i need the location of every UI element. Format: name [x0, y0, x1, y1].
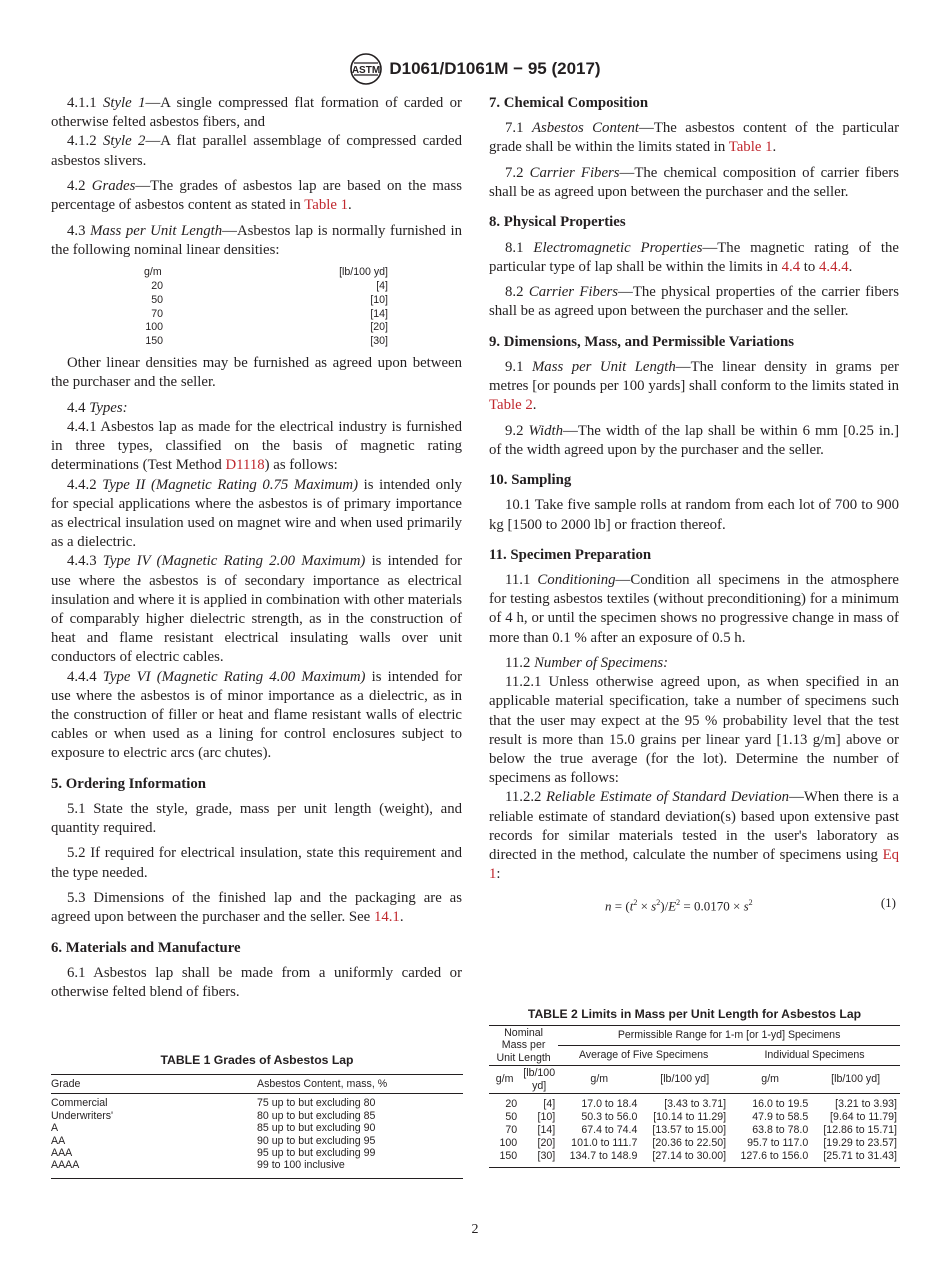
equation-1: [489, 891, 899, 917]
density-row: 150 [30]: [145, 335, 388, 348]
table-row: AAAA 99 to 100 inclusive: [51, 1159, 463, 1178]
table-1-caption: TABLE 1 Grades of Asbestos Lap: [160, 1053, 354, 1067]
document-designation: D1061/D1061M − 95 (2017): [389, 59, 601, 78]
table-2-unit-header: [lb/100 yd]: [811, 1066, 900, 1094]
table-row: 70 [14] 67.4 to 74.4 [13.57 to 15.00] 63.8 to 78.0 [12.86 to 15.71]: [505, 1124, 897, 1137]
para-11-2-2: 11.2.2 Reliable Estimate of Standard Deviation—When there is a reliable estimate of standard deviation(s) based upon extensive past records for similar materials tested in the user's laboratory as directed in the method, calculate the number of specimens using Eq 1:: [489, 789, 899, 883]
para-4-1-2: 4.1.2 Style 2—A flat parallel assemblage of compressed carded asbestos slivers.: [51, 133, 463, 169]
d1118-link[interactable]: D1118: [225, 457, 265, 474]
section-4-4-link[interactable]: 4.4: [781, 258, 801, 275]
para-11-2: 11.2 Number of Specimens:: [505, 655, 669, 672]
para-10-1: 10.1 Take five sample rolls at random from each lot of 700 to 900 kg [1500 to 2000 lb] or fraction thereof.: [489, 497, 899, 533]
para-6-1: 6.1 Asbestos lap shall be made from a uniformly carded or otherwise felted blend of fibers.: [51, 964, 462, 1000]
section-5-heading: 5. Ordering Information: [51, 775, 206, 792]
table-2-unit-header: g/m: [729, 1066, 811, 1094]
eq-1-link[interactable]: Eq 1: [489, 847, 899, 883]
table-1-header-content: Asbestos Content, mass, %: [257, 1075, 463, 1094]
para-4-4-1: 4.4.1 Asbestos lap as made for the electrical industry is furnished in three types, classified on the basis of magnetic rating determinations (Test Method D1118) as follows:: [51, 418, 462, 474]
para-11-1: 11.1 Conditioning—Condition all specimens in the atmosphere for testing asbestos textiles (without preconditioning) for a minimum of 4 h, or until the specimen shows no progressive change in mass of more than 0.1 % after an exposure of 0.5 h.: [489, 571, 899, 646]
table-row: AA 90 up to but excluding 95: [51, 1134, 376, 1147]
left-column: [51, 94, 462, 1002]
table-2-unit-header: [lb/100 yd]: [640, 1066, 729, 1094]
table-row: 150 [30] 134.7 to 148.9 [27.14 to 30.00] 127.6 to 156.0 [25.71 to 31.43]: [489, 1150, 900, 1167]
density-row: 20 [4]: [151, 280, 388, 293]
table-2-link[interactable]: Table 2: [489, 397, 533, 414]
density-row: 70 [14]: [151, 307, 388, 320]
para-4-2: 4.2 Grades—The grades of asbestos lap are based on the mass percentage of asbestos content as stated in Table 1.: [51, 178, 463, 214]
table-row: Underwriters' 80 up to but excluding 85: [51, 1109, 376, 1122]
para-9-1: 9.1 Mass per Unit Length—The linear density in grams per metres [or pounds per 100 yards] shall conform to the limits stated in Table 2.: [489, 358, 899, 414]
para-11-2-1: 11.2.1 Unless otherwise agreed upon, as when specified in an applicable material specification, take a number of specimens such that the user may expect at the 95 % probability level that the test result is more than 15.0 grains per linear yard [1.13 g/m] above or below the true average (for the lot). Determine the number of specimens as follows:: [489, 674, 899, 787]
section-10-heading: 10. Sampling: [489, 472, 572, 489]
table-1-link[interactable]: Table 1: [728, 139, 773, 156]
page-number: 2: [471, 1222, 479, 1237]
astm-logo: [349, 52, 383, 86]
section-11-heading: 11. Specimen Preparation: [489, 546, 652, 563]
para-4-4-3: 4.4.3 Type IV (Magnetic Rating 2.00 Maximum) is intended for use where the asbestos is of secondary importance as electrical insulation and where it is applied in combination with other materials of comparably higher dielectric strength, as in the construction of heat and flame resistant electrical insulating walls over unit conductors of electric cables.: [51, 553, 463, 666]
logo-text: ASTM: [352, 65, 381, 76]
table-2-header-nominal: Nominal Mass per Unit Length: [489, 1026, 558, 1066]
table-2-header-range: Permissible Range for 1-m [or 1-yd] Specimens: [558, 1026, 900, 1046]
table-2-caption: TABLE 2 Limits in Mass per Unit Length for Asbestos Lap: [527, 1007, 862, 1021]
section-6-heading: 6. Materials and Manufacture: [51, 939, 241, 956]
density-row: 50 [10]: [151, 293, 388, 306]
para-4-3: 4.3 Mass per Unit Length—Asbestos lap is normally furnished in the following nominal linear densities:: [51, 222, 462, 259]
density-row: 100 [20]: [145, 321, 388, 334]
para-8-2: 8.2 Carrier Fibers—The physical properties of the carrier fibers shall be as agreed upon between the purchaser and the seller.: [489, 284, 899, 320]
para-5-3: 5.3 Dimensions of the finished lap and the packaging are as agreed upon between the purchaser and the seller. See 14.1.: [51, 890, 462, 926]
table-2-header-individual: Individual Specimens: [729, 1046, 900, 1066]
section-9-heading: 9. Dimensions, Mass, and Permissible Variations: [489, 333, 795, 350]
para-5-2: 5.2 If required for electrical insulation, state this requirement and the type needed.: [51, 845, 462, 881]
table-2-unit-header: g/m: [558, 1066, 640, 1094]
para-9-2: 9.2 Width—The width of the lap shall be within 6 mm [0.25 in.] of the width agreed upon by the purchaser and the seller.: [489, 422, 899, 458]
section-14-1-link[interactable]: 14.1: [373, 909, 400, 926]
para-4-4-2: 4.4.2 Type II (Magnetic Rating 0.75 Maximum) is intended only for special applications where the asbestos is of primary importance as electrical insulation used on magnet wire and when used primarily as a dielectric.: [51, 476, 462, 551]
para-4-4-4: 4.4.4 Type VI (Magnetic Rating 4.00 Maximum) is intended for use where the asbestos is of minor importance as a dielectric, as in the construction of filler or heat and flame resistant walls of electric cables or when used as a lining for control enclosures subject to exposure to electric arcs (arc chutes).: [51, 668, 463, 762]
density-header: g/m [lb/100 yd]: [144, 266, 388, 279]
equation-number: (1): [880, 894, 896, 910]
section-8-heading: 8. Physical Properties: [489, 214, 626, 231]
para-5-1: 5.1 State the style, grade, mass per unit length (weight), and quantity required.: [51, 800, 462, 836]
table-2-header-average: Average of Five Specimens: [558, 1046, 729, 1066]
table-row: 20 [4] 17.0 to 18.4 [3.43 to 3.71] 16.0 to 19.5 [3.21 to 3.93]: [505, 1098, 897, 1111]
table-row: 100 [20] 101.0 to 111.7 [20.36 to 22.50] 95.7 to 117.0 [19.29 to 23.57]: [499, 1137, 897, 1150]
section-7-heading: 7. Chemical Composition: [489, 95, 649, 111]
para-4-1-1: 4.1.1 Style 1—A single compressed flat formation of carded or otherwise felted asbestos fibers, and: [51, 95, 462, 131]
right-column: [489, 94, 899, 917]
para-7-2: 7.2 Carrier Fibers—The chemical composition of carrier fibers shall be as agreed upon between the purchaser and the seller.: [489, 164, 899, 201]
table-1-header-grade: Grade: [51, 1075, 257, 1094]
table-2: [489, 1025, 900, 1168]
table-1-link[interactable]: Table 1: [304, 197, 348, 214]
table-row: 50 [10] 50.3 to 56.0 [10.14 to 11.29] 47.9 to 58.5 [9.64 to 11.79]: [505, 1111, 897, 1124]
para-4-4: 4.4 Types:: [67, 399, 128, 416]
table-row: A 85 up to but excluding 90: [51, 1122, 376, 1135]
page-header: [0, 52, 950, 86]
para-7-1: 7.1 Asbestos Content—The asbestos content of the particular grade shall be within the limits stated in Table 1.: [489, 120, 900, 156]
table-2-unit-header: g/m: [489, 1066, 520, 1094]
equation-expression: $n = (t^2 \times s^2)/E^2 = 0.0170 \times s^2$: [605, 897, 753, 913]
section-4-4-4-link[interactable]: 4.4.4: [819, 258, 849, 275]
table-2-unit-header: [lb/100 yd]: [520, 1066, 558, 1094]
para-8-1: 8.1 Electromagnetic Properties—The magnetic rating of the particular type of lap shall be within the limits in 4.4 to 4.4.4.: [489, 239, 899, 275]
para-other-densities: Other linear densities may be furnished as agreed upon between the purchaser and the seller.: [51, 355, 462, 391]
table-row: Commercial 75 up to but excluding 80: [51, 1097, 376, 1110]
table-row: AAA 95 up to but excluding 99: [51, 1147, 376, 1160]
table-1: [51, 1074, 463, 1179]
density-list: [51, 266, 462, 349]
